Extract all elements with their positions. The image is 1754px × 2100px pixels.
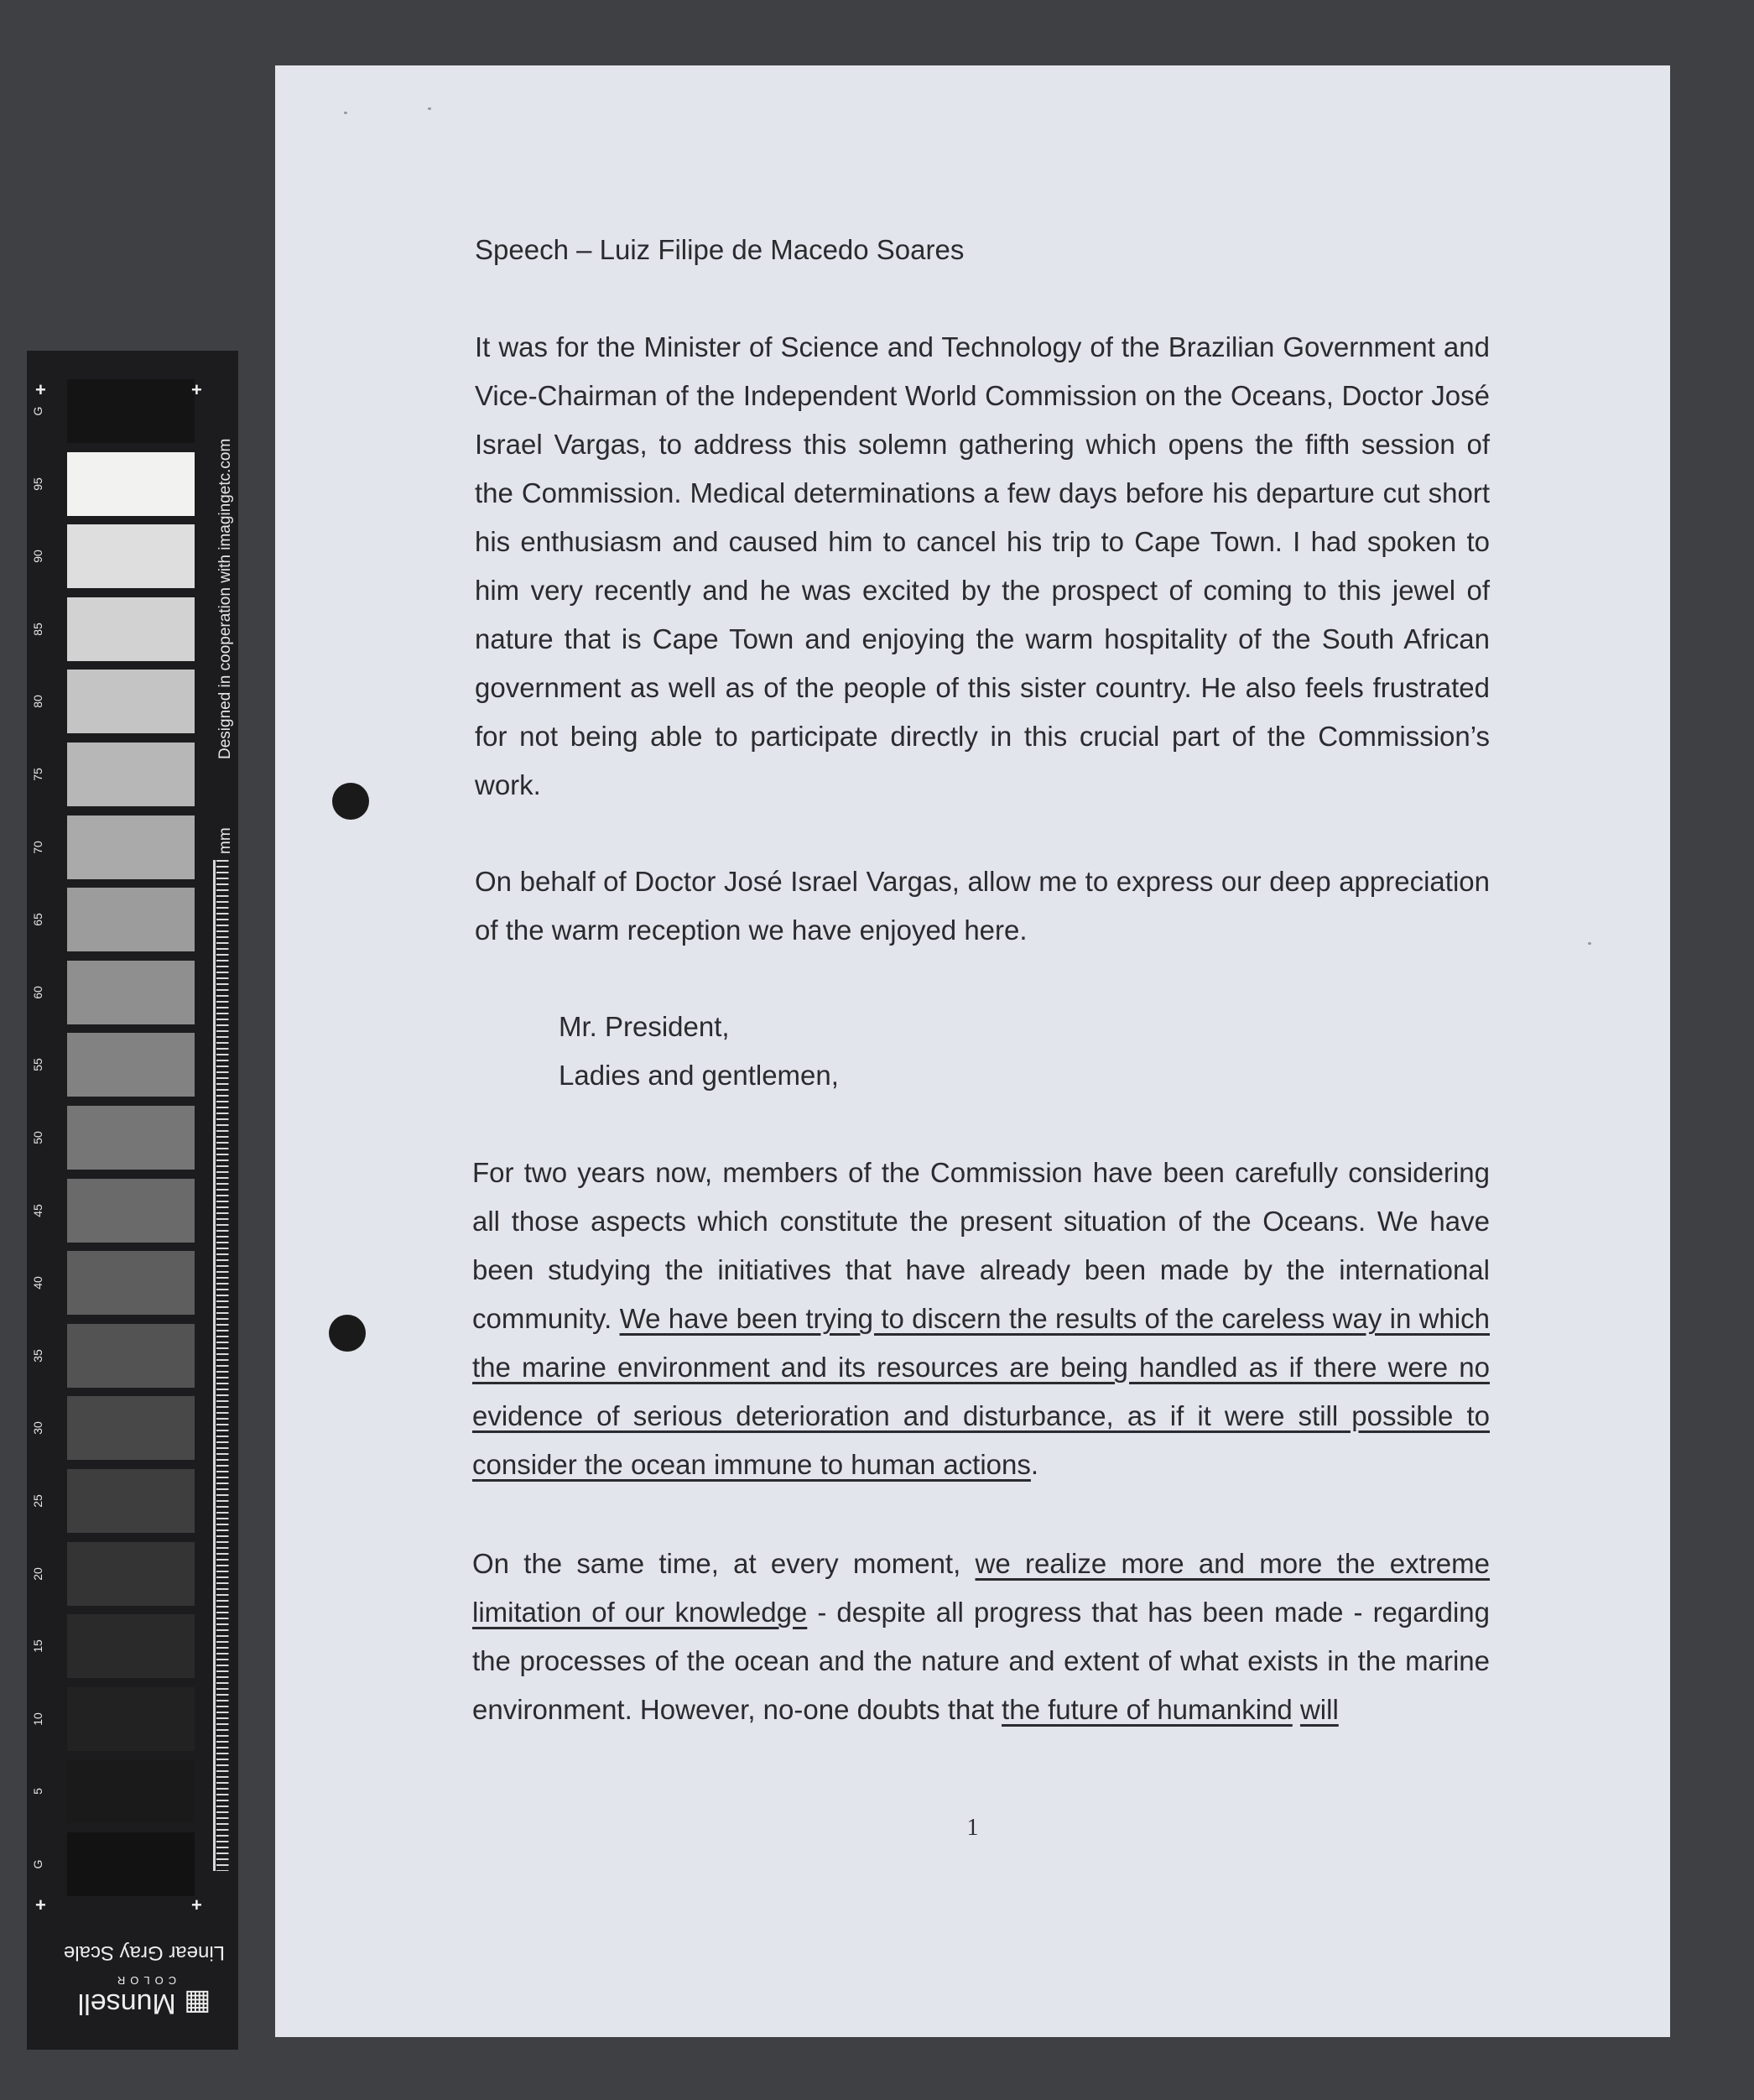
gray-patch	[67, 816, 195, 879]
plus-mark: +	[35, 1894, 46, 1915]
gray-patch-label: 75	[31, 768, 44, 781]
gray-scale-card	[27, 351, 238, 2050]
gray-patch-label: 80	[31, 695, 44, 709]
gray-patch-label: 55	[31, 1058, 44, 1072]
gray-patch-label: G	[31, 406, 44, 416]
mm-ruler	[216, 860, 237, 1871]
gray-patch	[67, 961, 195, 1024]
gray-patch	[67, 524, 195, 588]
gray-patch	[67, 379, 195, 443]
gray-patch	[67, 1033, 195, 1097]
gray-patch	[67, 1179, 195, 1243]
paper-speck	[344, 112, 347, 114]
scale-credit: Designed in cooperation with imagingetc.com	[216, 438, 234, 759]
ruler-unit: mm	[216, 827, 234, 854]
gray-patch	[67, 1396, 195, 1460]
ruler-edge	[213, 860, 216, 1871]
gray-patch	[67, 1614, 195, 1678]
munsell-logo: ▦ Munsell COLOR	[77, 1974, 211, 2019]
underlined-passage: we realize more and more the extreme limitation of our knowledge	[472, 1548, 1491, 1628]
paragraph-4: On the same time, at every moment, we realize more and more the extreme limitation of our knowledge - despite all progress that has been made - regarding the processes of the ocean and the nature and extent of what exists in the marine environment. However, no-one doubts that the future of humankind will	[472, 1548, 1491, 1725]
plus-mark: +	[35, 379, 46, 400]
gray-patch-label: 10	[31, 1712, 44, 1726]
paragraph-3: For two years now, members of the Commission have been carefully considering all those aspects which constitute the present situation of the Oceans. We have been studying the initiatives that have already been made by the international community. We have been trying to discern the results of the careless way in which the marine environment and its resources are being handled as if there were no evidence of serious deterioration and disturbance, as if it were still possible to consider the ocean immune to human actions.	[472, 1157, 1490, 1480]
page-number: 1	[966, 1815, 979, 1841]
document-page	[275, 65, 1670, 2037]
gray-patch-label: 5	[31, 1788, 44, 1795]
gray-patch	[67, 888, 195, 951]
gray-patch	[67, 1106, 195, 1170]
gray-patch-label: 15	[31, 1639, 44, 1653]
gray-patch-label: 30	[31, 1421, 44, 1436]
underlined-passage: We have been trying to discern the results of the careless way in which the marine environment and its resources are being handled as if there were no evidence of serious deterioration and disturbance, as if it were still possible to consider the ocean immune to human actions	[472, 1303, 1490, 1480]
paragraph-1: It was for the Minister of Science and Technology of the Brazilian Government and Vice-Chairman of the Independent World Commission on the Oceans, Doctor José Israel Vargas, to address this solemn gathering which opens the fifth session of the Commission. Medical determinations a few days before his departure cut short his enthusiasm and caused him to cancel his trip to Cape Town. I had spoken to him very recently and he was excited by the prospect of coming to this jewel of nature that is Cape Town and enjoying the warm hospitality of the South African government as well as of the people of this sister country. He also feels frustrated for not being able to participate directly in this crucial part of the Commission’s work.	[475, 331, 1490, 800]
gray-patch-label: 90	[31, 550, 44, 563]
gray-patch	[67, 1469, 195, 1533]
gray-patch	[67, 1324, 195, 1388]
gray-patch	[67, 670, 195, 733]
gray-patch-label: 35	[31, 1349, 44, 1363]
gray-patch-label: 40	[31, 1276, 44, 1290]
gray-patch-label: 65	[31, 913, 44, 926]
gray-patch-label: G	[31, 1859, 44, 1869]
gray-patch-label: 20	[31, 1566, 44, 1581]
underlined-passage: the future of humankind	[1002, 1694, 1293, 1725]
plus-mark: +	[191, 1894, 202, 1915]
scale-title: Linear Gray Scale	[63, 1941, 226, 1964]
gray-patch	[67, 743, 195, 806]
munsell-grid-icon: ▦	[184, 1988, 211, 2019]
punch-hole	[332, 783, 369, 820]
gray-patch-label: 60	[31, 986, 44, 999]
gray-patch-label: 85	[31, 623, 44, 636]
gray-patch-label: 45	[31, 1203, 44, 1217]
gray-patch	[67, 597, 195, 661]
gray-patch-label: 95	[31, 477, 44, 491]
punch-hole	[329, 1315, 366, 1352]
salutation: Mr. President, Ladies and gentlemen,	[559, 1011, 839, 1091]
gray-patch-label: 25	[31, 1494, 44, 1508]
paper-speck	[1588, 942, 1591, 945]
gray-patch-label: 50	[31, 1131, 44, 1144]
plus-mark: +	[191, 379, 202, 400]
underlined-passage: will	[1299, 1694, 1339, 1725]
document-heading: Speech – Luiz Filipe de Macedo Soares	[475, 234, 965, 265]
gray-patch	[67, 1251, 195, 1315]
paragraph-2: On behalf of Doctor José Israel Vargas, allow me to express our deep appreciation of the warm reception we have enjoyed here.	[475, 866, 1490, 946]
gray-patch	[67, 1687, 195, 1751]
gray-patch	[67, 1832, 195, 1896]
gray-patch-label: 70	[31, 840, 44, 854]
gray-patch	[67, 1759, 195, 1823]
gray-patch	[67, 1542, 195, 1606]
gray-patch	[67, 452, 195, 516]
paper-speck	[428, 107, 431, 110]
